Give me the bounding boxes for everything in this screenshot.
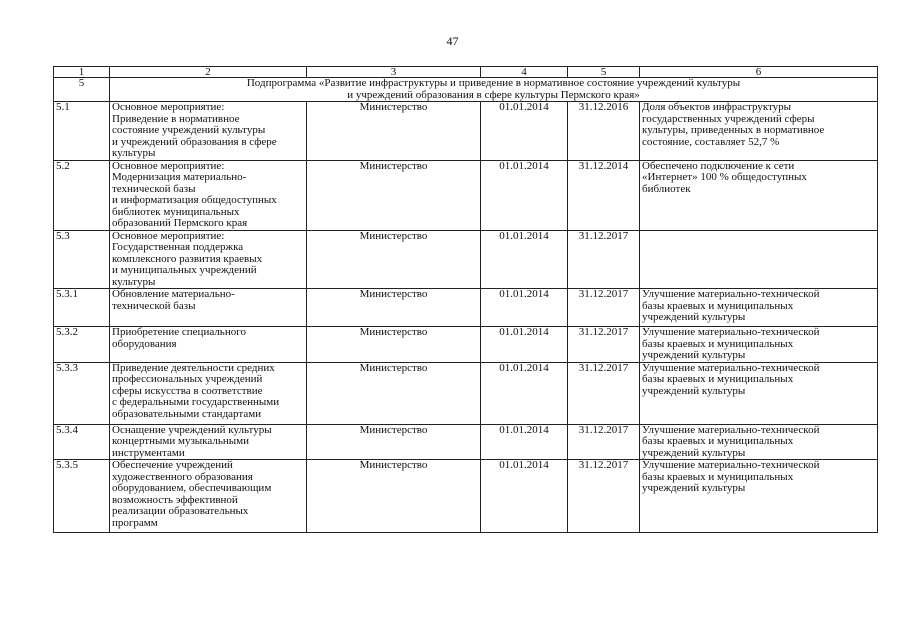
end-date: 31.12.2017 <box>568 327 640 363</box>
expected-result <box>640 160 878 230</box>
executor: Министерство <box>307 160 481 230</box>
activity-name-line: образовательными стандартами <box>112 407 262 420</box>
activity-name-line: с федеральными государственными <box>112 396 280 408</box>
executor: Министерство <box>307 230 481 289</box>
row-number: 5.1 <box>54 102 110 161</box>
expected-result <box>640 102 878 161</box>
subprogram-row <box>54 78 878 102</box>
expected-result <box>640 460 878 533</box>
activity-name-line: культуры <box>112 275 156 288</box>
activity-name-line: Обеспечение учреждений <box>112 459 233 471</box>
table-row <box>54 327 878 363</box>
table-row <box>54 289 878 327</box>
expected-result <box>640 362 878 424</box>
expected-result-line: Улучшение материально-технической <box>642 361 820 374</box>
activity-name-line: Государственная поддержка <box>112 241 244 253</box>
page-number: 47 <box>446 34 459 48</box>
activity-name-line: и информатизация общедоступных <box>112 194 277 206</box>
activity-name-line: технической базы <box>112 299 196 312</box>
expected-result-line: Улучшение материально-технической <box>642 288 820 300</box>
start-date: 01.01.2014 <box>481 327 568 363</box>
activity-name-line: библиотек муниципальных <box>112 205 240 218</box>
expected-result-line: Обеспечено подключение к сети <box>642 159 795 172</box>
table-row <box>54 424 878 460</box>
activity-name <box>110 327 307 363</box>
activity-name-line: профессиональных учреждений <box>112 373 263 385</box>
end-date: 31.12.2014 <box>568 160 640 230</box>
activity-name <box>110 424 307 460</box>
expected-result-line: библиотек <box>642 182 691 195</box>
expected-result-line: учреждений культуры <box>642 384 746 397</box>
end-date: 31.12.2017 <box>568 289 640 327</box>
activity-name-line: Обновление материально- <box>112 288 235 300</box>
column-number-row <box>54 67 878 78</box>
expected-result-line: Улучшение материально-технической <box>642 326 820 338</box>
expected-result <box>640 289 878 327</box>
expected-result-line: базы краевых и муниципальных <box>642 470 794 483</box>
row-number: 5.3.1 <box>54 289 110 327</box>
activity-name-line: комплексного развития краевых <box>112 252 263 265</box>
activity-name-line: реализации образовательных <box>112 505 249 517</box>
subprogram-title-line: Подпрограмма «Развитие инфраструктуры и приведение в нормативное состояние учреждений культуры <box>246 77 741 89</box>
expected-result-line: состояние, составляет 52,7 % <box>642 135 780 148</box>
expected-result-line: учреждений культуры <box>642 446 746 459</box>
expected-result-line: Улучшение материально-технической <box>642 423 820 436</box>
table-row <box>54 460 878 533</box>
activity-name-line: и муниципальных учреждений <box>112 264 257 276</box>
start-date: 01.01.2014 <box>481 160 568 230</box>
activity-name <box>110 160 307 230</box>
row-number: 5.3.3 <box>54 362 110 424</box>
column-number: 3 <box>307 67 481 78</box>
activity-name-line: Основное мероприятие: <box>112 101 225 113</box>
activity-name <box>110 460 307 533</box>
expected-result-line: учреждений культуры <box>642 311 746 323</box>
expected-result-line: учреждений культуры <box>642 482 746 494</box>
activity-name <box>110 362 307 424</box>
row-number: 5.2 <box>54 160 110 230</box>
activity-name-line: Приведение в нормативное <box>112 112 240 125</box>
expected-result <box>640 424 878 460</box>
row-number: 5.3.4 <box>54 424 110 460</box>
activity-name-line: художественного образования <box>112 470 253 483</box>
activity-name-line: оборудованием, обеспечивающим <box>112 482 272 494</box>
expected-result-line: базы краевых и муниципальных <box>642 373 794 385</box>
expected-result-line: базы краевых и муниципальных <box>642 435 794 447</box>
start-date: 01.01.2014 <box>481 289 568 327</box>
table-row <box>54 362 878 424</box>
executor: Министерство <box>307 289 481 327</box>
activity-name-line: состояние учреждений культуры <box>112 124 266 136</box>
expected-result-line: культуры, приведенных в нормативное <box>642 124 825 136</box>
start-date: 01.01.2014 <box>481 460 568 533</box>
subprogram-number: 5 <box>54 78 110 102</box>
row-number: 5.3 <box>54 230 110 289</box>
end-date: 31.12.2017 <box>568 460 640 533</box>
column-number: 4 <box>481 67 568 78</box>
row-number: 5.3.2 <box>54 327 110 363</box>
activity-name-line: возможность эффективной <box>112 493 238 506</box>
activity-name-line: сферы искусства в соответствие <box>112 384 263 397</box>
activity-name-line: образований Пермского края <box>112 217 248 229</box>
expected-result-line: базы краевых и муниципальных <box>642 337 794 350</box>
start-date: 01.01.2014 <box>481 424 568 460</box>
expected-result-line: «Интернет» 100 % общедоступных <box>642 171 807 183</box>
end-date: 31.12.2017 <box>568 362 640 424</box>
activity-name-line: инструментами <box>112 446 185 459</box>
expected-result <box>640 230 878 289</box>
start-date: 01.01.2014 <box>481 362 568 424</box>
end-date: 31.12.2017 <box>568 230 640 289</box>
column-number: 1 <box>54 67 110 78</box>
expected-result-line: Улучшение материально-технической <box>642 459 820 471</box>
table-row <box>54 102 878 161</box>
activity-name-line: Оснащение учреждений культуры <box>112 423 272 436</box>
activity-name-line: Приобретение специального <box>112 326 246 338</box>
activity-name <box>110 230 307 289</box>
column-number: 2 <box>110 67 307 78</box>
start-date: 01.01.2014 <box>481 230 568 289</box>
row-number: 5.3.5 <box>54 460 110 533</box>
expected-result <box>640 327 878 363</box>
activity-name-line: Модернизация материально- <box>112 171 247 183</box>
executor: Министерство <box>307 424 481 460</box>
end-date: 31.12.2017 <box>568 424 640 460</box>
table-row <box>54 160 878 230</box>
executor: Министерство <box>307 460 481 533</box>
expected-result-line: учреждений культуры <box>642 349 746 361</box>
table-row <box>54 230 878 289</box>
program-table <box>53 66 878 533</box>
start-date: 01.01.2014 <box>481 102 568 161</box>
end-date: 31.12.2016 <box>568 102 640 161</box>
activity-name-line: культуры <box>112 147 156 159</box>
column-number: 6 <box>640 67 878 78</box>
expected-result-line: базы краевых и муниципальных <box>642 299 794 312</box>
activity-name-line: и учреждений образования в сфере <box>112 135 277 148</box>
activity-name-line: оборудования <box>112 337 177 350</box>
column-number: 5 <box>568 67 640 78</box>
executor: Министерство <box>307 102 481 161</box>
activity-name <box>110 289 307 327</box>
activity-name-line: технической базы <box>112 182 196 195</box>
subprogram-title <box>110 78 878 102</box>
executor: Министерство <box>307 362 481 424</box>
subprogram-title-line: и учреждений образования в сфере культуры Пермского края» <box>347 88 640 101</box>
expected-result-line: Доля объектов инфраструктуры <box>642 101 792 113</box>
activity-name-line: Основное мероприятие: <box>112 159 225 172</box>
activity-name-line: Основное мероприятие: <box>112 229 225 242</box>
executor: Министерство <box>307 327 481 363</box>
activity-name-line: Приведение деятельности средних <box>112 361 275 374</box>
activity-name-line: программ <box>112 516 158 529</box>
activity-name-line: концертными музыкальными <box>112 435 249 447</box>
expected-result-line: государственных учреждений сферы <box>642 112 815 125</box>
activity-name <box>110 102 307 161</box>
